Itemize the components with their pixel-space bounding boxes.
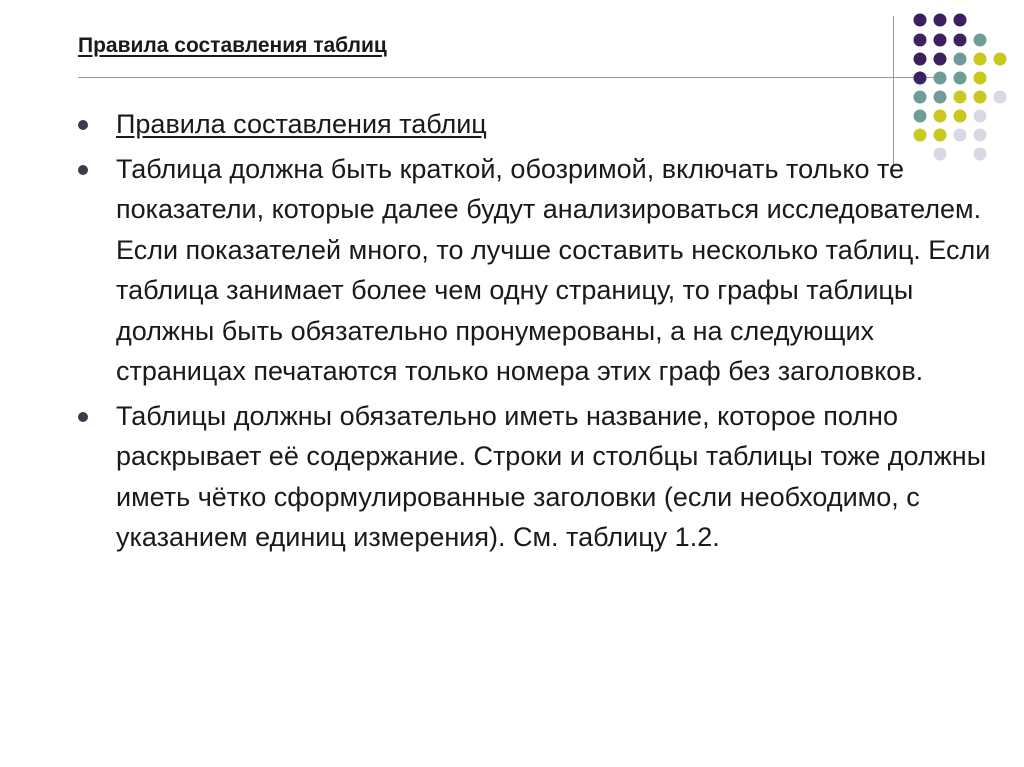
dot (914, 72, 927, 85)
dot (974, 34, 987, 47)
dot (914, 14, 927, 27)
dot (974, 53, 987, 66)
bullet-list (78, 104, 998, 562)
bullet-text: Таблица должна быть краткой, обозримой, включать только те показатели, которые далее будут анализироваться исследователем. Если показателей много, то лучше составить несколько таблиц. Если таблица занимает более чем одну страницу, то графы таблицы должны быть обязательно пронумерованы, а на следующих страницах печатаются только номера этих граф без заголовков. (116, 153, 991, 386)
dot (934, 53, 947, 66)
bullet-text: Таблицы должны обязательно иметь название, которое полно раскрывает её содержание. Строки и столбцы таблицы тоже должны иметь чётко сформулированные заголовки (если необходимо, с указанием единиц измерения). См. таблицу 1.2. (116, 400, 987, 552)
dot (994, 53, 1007, 66)
bullet-dot-icon (78, 412, 88, 422)
dot (934, 72, 947, 85)
dot (954, 14, 967, 27)
dot (954, 34, 967, 47)
dot (994, 91, 1007, 104)
dot (954, 53, 967, 66)
bullet-dot-icon (78, 120, 88, 130)
horizontal-divider (78, 77, 935, 78)
bullet-dot-icon (78, 165, 88, 175)
dot (934, 91, 947, 104)
dot (914, 53, 927, 66)
bullet-item (78, 149, 998, 392)
bullet-item (78, 104, 998, 145)
dot (954, 72, 967, 85)
bullet-text: Правила составления таблиц (116, 109, 487, 139)
dot (934, 34, 947, 47)
dot (934, 14, 947, 27)
dot (954, 91, 967, 104)
dot (974, 91, 987, 104)
bullet-item (78, 396, 998, 558)
slide-title: Правила составления таблиц (78, 34, 387, 57)
dot (914, 91, 927, 104)
dot (974, 72, 987, 85)
dot (914, 34, 927, 47)
